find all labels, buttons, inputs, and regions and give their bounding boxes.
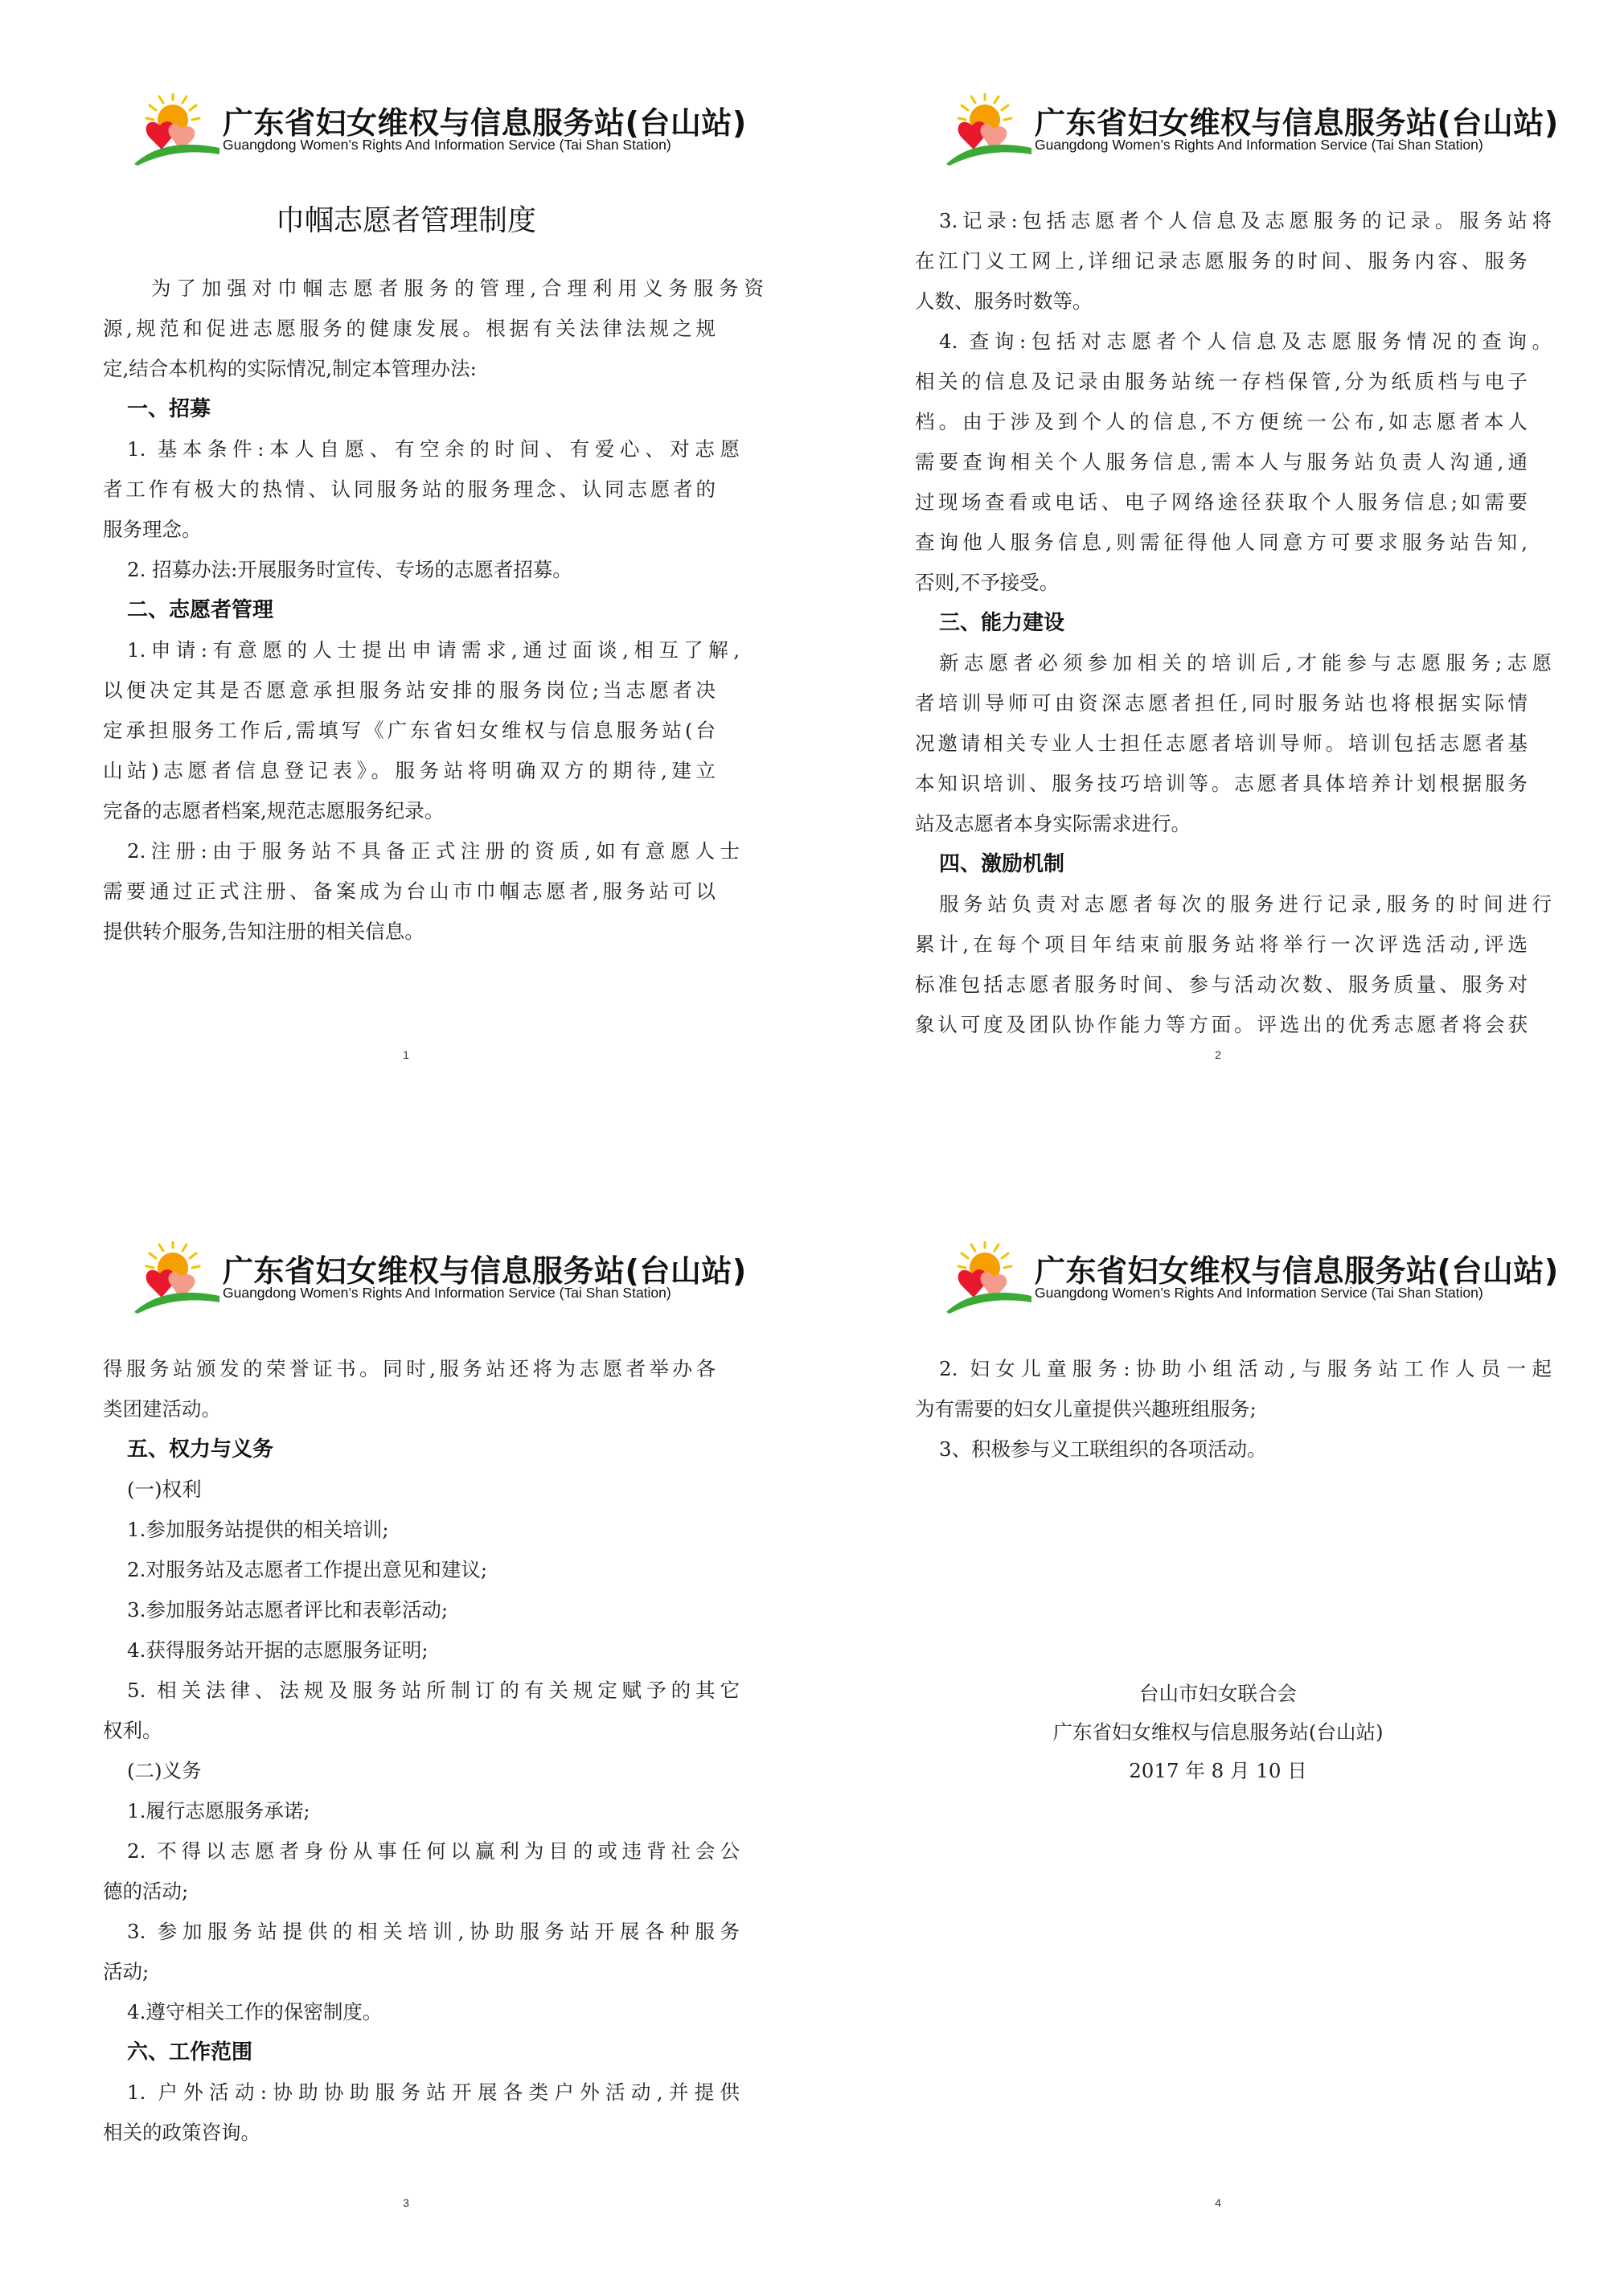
section-heading: 三、能力建设 — [939, 611, 1065, 635]
section-heading: 四、激励机制 — [939, 852, 1065, 876]
list-item: 5. 相关法律、法规及服务站所制订的有关规定赋予的其它 — [127, 1679, 740, 1702]
text-line: 源,规范和促进志愿服务的健康发展。根据有关法律法规之规 — [103, 317, 716, 340]
text-line: 象认可度及团队协作能力等方面。评选出的优秀志愿者将会获 — [915, 1013, 1528, 1036]
text-line: 查询他人服务信息,则需征得他人同意方可要求服务站告知, — [915, 531, 1528, 554]
page-header — [133, 1241, 747, 1314]
list-item: 4.遵守相关工作的保密制度。 — [127, 2000, 383, 2023]
document-page-2 — [812, 0, 1624, 1148]
section-heading: 一、招募 — [127, 397, 211, 421]
page-header — [945, 93, 1559, 166]
text-line: 否则,不予接受。 — [915, 571, 1060, 594]
text-line: 过现场查看或电话、电子网络途径获取个人服务信息;如需要 — [915, 490, 1528, 514]
text-line: 类团建活动。 — [103, 1397, 221, 1421]
text-line: 定,结合本机构的实际情况,制定本管理办法: — [103, 357, 477, 380]
document-page-4 — [812, 1148, 1624, 2296]
text-line: 在江门义工网上,详细记录志愿服务的时间、服务内容、服务 — [915, 249, 1528, 273]
list-item: 1.参加服务站提供的相关培训; — [127, 1518, 389, 1541]
text-line: 山站)志愿者信息登记表》。服务站将明确双方的期待,建立 — [103, 759, 716, 782]
text-line: 者工作有极大的热情、认同服务站的服务理念、认同志愿者的 — [103, 478, 716, 501]
list-item: 3.参加服务站志愿者评比和表彰活动; — [127, 1598, 449, 1622]
org-name-cn: 广东省妇女维权与信息服务站(台山站) — [1035, 1253, 1559, 1289]
text-line: 况邀请相关专业人士担任志愿者培训导师。培训包括志愿者基 — [915, 732, 1528, 755]
section-heading: 五、权力与义务 — [127, 1437, 274, 1462]
section-heading: 六、工作范围 — [127, 2040, 253, 2064]
text-line: 新志愿者必须参加相关的培训后,才能参与志愿服务;志愿 — [939, 651, 1552, 674]
text-line: 本知识培训、服务技巧培训等。志愿者具体培养计划根据服务 — [915, 772, 1528, 795]
text-line: 权利。 — [103, 1719, 162, 1742]
list-item: 4.获得服务站开据的志愿服务证明; — [127, 1638, 429, 1662]
text-line: 1.申请:有意愿的人士提出申请需求,通过面谈,相互了解, — [127, 638, 740, 662]
text-line: 以便决定其是否愿意承担服务站安排的服务岗位;当志愿者决 — [103, 679, 716, 702]
text-line: 为了加强对巾帼志愿者服务的管理,合理利用义务服务资 — [151, 277, 764, 300]
org-name-cn: 广东省妇女维权与信息服务站(台山站) — [223, 1253, 747, 1289]
organization-logo-icon — [133, 1241, 221, 1314]
text-line: 完备的志愿者档案,规范志愿服务纪录。 — [103, 799, 445, 822]
page-number: 3 — [403, 2196, 409, 2209]
text-line: 需要通过正式注册、备案成为台山市巾帼志愿者,服务站可以 — [103, 879, 716, 903]
text-line: 相关的政策咨询。 — [103, 2121, 260, 2144]
org-name-cn: 广东省妇女维权与信息服务站(台山站) — [1035, 105, 1559, 141]
document-page-1 — [0, 0, 812, 1148]
document-title: 巾帼志愿者管理制度 — [275, 204, 536, 237]
text-line: 累计,在每个项目年结束前服务站将举行一次评选活动,评选 — [915, 933, 1528, 956]
org-name-cn: 广东省妇女维权与信息服务站(台山站) — [223, 105, 747, 141]
list-item: 1. 户外活动:协助协助服务站开展各类户外活动,并提供 — [127, 2081, 740, 2104]
organization-logo-icon — [945, 93, 1033, 166]
document-page-3 — [0, 1148, 812, 2296]
page-number: 2 — [1215, 1048, 1221, 1061]
text-line: 活动; — [103, 1960, 150, 1983]
text-line: 2. 招募办法:开展服务时宣传、专场的志愿者招募。 — [127, 558, 572, 581]
signature-org-2: 广东省妇女维权与信息服务站(台山站) — [1052, 1720, 1384, 1744]
text-line: 2.注册:由于服务站不具备正式注册的资质,如有意愿人士 — [127, 839, 740, 863]
text-line: 4. 查询:包括对志愿者个人信息及志愿服务情况的查询。 — [939, 330, 1552, 353]
page-number: 1 — [403, 1048, 409, 1061]
org-name-en: Guangdong Women’s Rights And Information Service (Tai Shan Station) — [1035, 137, 1483, 153]
text-line: 服务理念。 — [103, 518, 202, 541]
text-line: 标准包括志愿者服务时间、参与活动次数、服务质量、服务对 — [915, 973, 1528, 996]
organization-logo-icon — [945, 1241, 1033, 1314]
list-item: 3、积极参与义工联组织的各项活动。 — [939, 1437, 1267, 1461]
list-item: 2.对服务站及志愿者工作提出意见和建议; — [127, 1558, 488, 1581]
text-line: 提供转介服务,告知注册的相关信息。 — [103, 920, 424, 943]
page-header — [133, 93, 747, 166]
org-name-en: Guangdong Women’s Rights And Information Service (Tai Shan Station) — [1035, 1285, 1483, 1301]
subsection-heading: (二)义务 — [127, 1759, 202, 1782]
text-line: 德的活动; — [103, 1880, 189, 1903]
signature-date: 2017 年 8 月 10 日 — [1129, 1759, 1307, 1782]
organization-logo-icon — [133, 93, 221, 166]
page-header — [945, 1241, 1559, 1314]
text-line: 得服务站颁发的荣誉证书。同时,服务站还将为志愿者举办各 — [103, 1357, 716, 1380]
text-line: 服务站负责对志愿者每次的服务进行记录,服务的时间进行 — [939, 892, 1552, 916]
signature-org-1: 台山市妇女联合会 — [1139, 1682, 1297, 1705]
list-item: 2. 妇女儿童服务:协助小组活动,与服务站工作人员一起 — [939, 1357, 1552, 1380]
org-name-en: Guangdong Women’s Rights And Information Service (Tai Shan Station) — [223, 137, 671, 153]
text-line: 为有需要的妇女儿童提供兴趣班组服务; — [915, 1397, 1257, 1421]
text-line: 者培训导师可由资深志愿者担任,同时服务站也将根据实际情 — [915, 691, 1528, 715]
text-line: 人数、服务时数等。 — [915, 289, 1093, 313]
page-number: 4 — [1215, 2196, 1221, 2209]
org-name-en: Guangdong Women’s Rights And Information Service (Tai Shan Station) — [223, 1285, 671, 1301]
text-line: 相关的信息及记录由服务站统一存档保管,分为纸质档与电子 — [915, 370, 1528, 393]
text-line: 需要查询相关个人服务信息,需本人与服务站负责人沟通,通 — [915, 450, 1528, 474]
text-line: 定承担服务工作后,需填写《广东省妇女维权与信息服务站(台 — [103, 719, 716, 742]
text-line: 1. 基本条件:本人自愿、有空余的时间、有爱心、对志愿 — [127, 437, 740, 461]
subsection-heading: (一)权利 — [127, 1478, 202, 1501]
list-item: 2. 不得以志愿者身份从事任何以赢利为目的或违背社会公 — [127, 1839, 740, 1863]
text-line: 站及志愿者本身实际需求进行。 — [915, 812, 1191, 835]
text-line: 3.记录:包括志愿者个人信息及志愿服务的记录。服务站将 — [939, 209, 1552, 232]
list-item: 3. 参加服务站提供的相关培训,协助服务站开展各种服务 — [127, 1920, 740, 1943]
list-item: 1.履行志愿服务承诺; — [127, 1799, 310, 1822]
section-heading: 二、志愿者管理 — [127, 598, 274, 622]
text-line: 档。由于涉及到个人的信息,不方便统一公布,如志愿者本人 — [915, 410, 1528, 433]
